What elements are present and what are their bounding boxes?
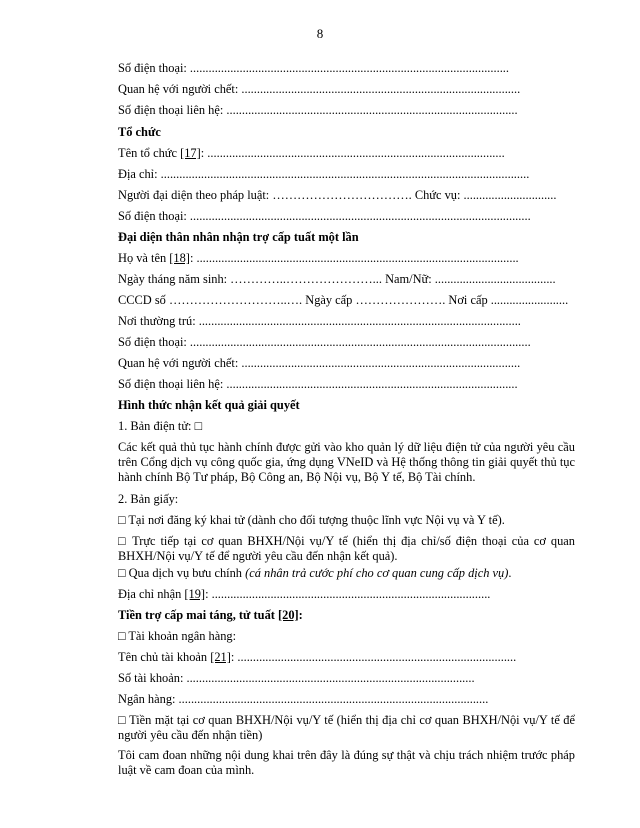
postal-period: .	[508, 566, 512, 580]
bank-name-field: Ngân hàng: ....................................................................................................	[118, 692, 489, 706]
permanent-residence-field: Nơi thường trú: ........................................................................................................	[118, 314, 521, 328]
org-name-dots: : ................................................................................................	[200, 146, 505, 160]
organization-phone-field: Số điện thoại: ..............................................................................................................	[118, 209, 531, 223]
endnote-ref-17: [17]	[180, 146, 201, 160]
full-name-label: Họ và tên	[118, 251, 170, 265]
declaration-statement: Tôi cam đoan những nội dung khai trên đây là đúng sự thật và chịu trách nhiệm trước pháp luật về cam đoan của mình.	[118, 748, 575, 777]
postal-fee-note: (cá nhân trả cước phí cho cơ quan cung cấp dịch vụ)	[245, 566, 509, 580]
section-heading-result-method: Hình thức nhận kết quả giải quyết	[118, 398, 300, 412]
endnote-ref-18: [18]	[169, 251, 190, 265]
postal-label: □ Qua dịch vụ bưu chính	[118, 566, 246, 580]
id-card-field: CCCD số ………………………..…. Ngày cấp …………………. Nơi cấp .........................	[118, 293, 569, 307]
representative-phone-field: Số điện thoại: ..............................................................................................................	[118, 335, 531, 349]
page-number: 8	[316, 26, 324, 41]
cash-option: □ Tiền mặt tại cơ quan BHXH/Nội vụ/Y tế (hiển thị địa chỉ cơ quan BHXH/Nội vụ/Y tế để người yêu cầu đến nhận tiền)	[118, 713, 575, 742]
endnote-ref-19: [19]	[184, 587, 206, 601]
delivery-address-field	[118, 587, 573, 602]
relationship-field: Quan hệ với người chết: ..........................................................................................	[118, 82, 521, 96]
allowance-heading-text: Tiền trợ cấp mai táng, tử tuất	[118, 608, 278, 622]
birth-date-gender-field: Ngày tháng năm sinh: …………..…………………... Nam/Nữ: .......................................	[118, 272, 556, 286]
account-holder-dots: : ..........................................................................................	[230, 650, 517, 664]
account-holder-label: Tên chủ tài khoản	[118, 650, 211, 664]
paper-copy-option-postal	[118, 566, 573, 581]
paper-copy-heading: 2. Bản giấy:	[118, 492, 179, 506]
account-holder-field	[118, 650, 573, 665]
bank-account-option: □ Tài khoản ngân hàng:	[118, 629, 237, 643]
account-number-field: Số tài khoản: .............................................................................................	[118, 671, 475, 685]
contact-phone-field: Số điện thoại liên hệ: ..............................................................................................	[118, 103, 518, 117]
section-heading-representative: Đại diện thân nhân nhận trợ cấp tuất một lần	[118, 230, 359, 244]
org-name-label: Tên tổ chức	[118, 146, 181, 160]
endnote-ref-21: [21]	[210, 650, 231, 664]
paper-copy-option-direct: □ Trực tiếp tại cơ quan BHXH/Nội vụ/Y tế (hiển thị địa chỉ/số điện thoại của cơ quan BHXH/Nội vụ/Y tế để người yêu cầu đến nhận kết quả).	[118, 534, 575, 563]
full-name-field	[118, 251, 573, 266]
section-heading-organization: Tổ chức	[118, 125, 161, 139]
delivery-address-dots: : ..........................................................................................	[205, 587, 491, 601]
electronic-copy-description: Các kết quả thủ tục hành chính được gửi vào kho quản lý dữ liệu điện tử của người yêu cầu trên Cổng dịch vụ công quốc gia, ứng dụng VNeID và Hệ thống thông tin giải quyết thủ tục hành chính Bộ Tư pháp, Bộ Công an, Bộ Nội vụ, Bộ Y tế, Bộ Tài chính.	[118, 440, 575, 484]
phone-field: Số điện thoại: .......................................................................................................	[118, 61, 509, 75]
allowance-heading-colon: :	[298, 608, 303, 622]
delivery-address-label: Địa chỉ nhận	[118, 587, 185, 601]
representative-relationship-field: Quan hệ với người chết: ..........................................................................................	[118, 356, 521, 370]
legal-representative-field: Người đại diện theo pháp luật: ……………………………. Chức vụ: ..............................	[118, 188, 557, 202]
representative-contact-phone-field: Số điện thoại liên hệ: ..............................................................................................	[118, 377, 518, 391]
endnote-ref-20: [20]	[278, 608, 299, 622]
full-name-dots: : ........................................................................................................	[189, 251, 519, 265]
electronic-copy-option: 1. Bản điện tử: □	[118, 419, 203, 433]
paper-copy-option-death-registration: □ Tại nơi đăng ký khai tử (dành cho đối tượng thuộc lĩnh vực Nội vụ và Y tế).	[118, 513, 505, 527]
address-field: Địa chỉ: .......................................................................................................................	[118, 167, 530, 181]
section-heading-allowance	[118, 608, 573, 623]
organization-name-field	[118, 146, 573, 161]
